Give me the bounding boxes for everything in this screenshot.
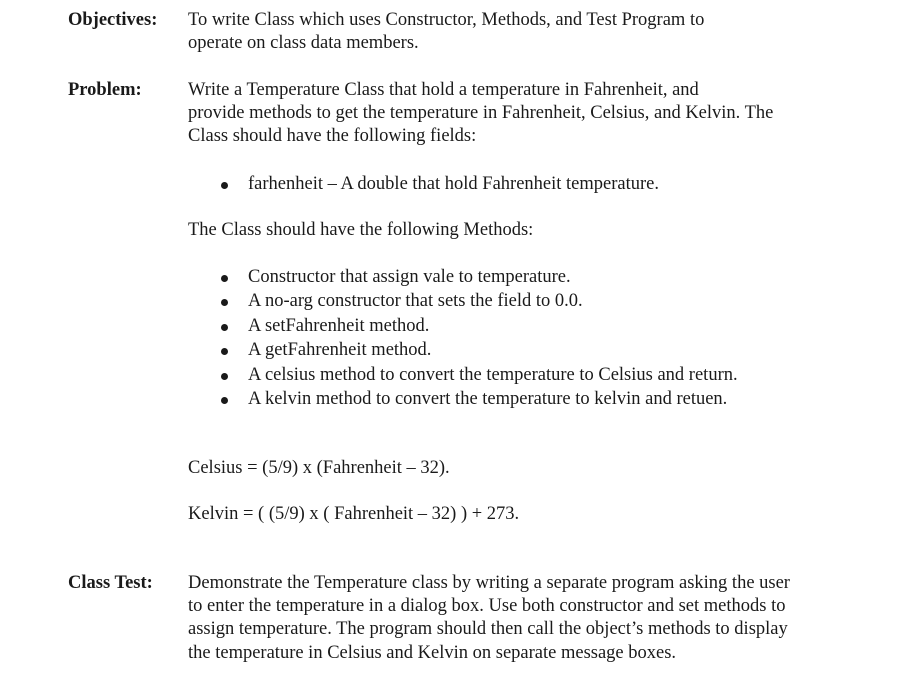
fields-list [188, 172, 659, 196]
list-item: A kelvin method to convert the temperature to kelvin and retuen. [188, 387, 738, 411]
list-item: A getFahrenheit method. [188, 338, 738, 362]
class-test-text: Demonstrate the Temperature class by writing a separate program asking the user to enter the temperature in a dialog box. Use both constructor and set methods to assign temperature. The program should then call the object’s methods to display the temperature in Celsius and Kelvin on separate message boxes. [188, 573, 790, 663]
list-item: A celsius method to convert the temperature to Celsius and return. [188, 363, 738, 387]
methods-list [188, 265, 738, 411]
problem-text: Write a Temperature Class that hold a temperature in Fahrenheit, and provide methods to get the temperature in Fahrenheit, Celsius, and Kelvin. The Class should have the following fields: [188, 80, 774, 147]
objectives-text: To write Class which uses Constructor, Methods, and Test Program to operate on class data members. [188, 10, 705, 54]
kelvin-formula: Kelvin = ( (5/9) x ( Fahrenheit – 32) ) + 273. [188, 504, 520, 524]
celsius-formula: Celsius = (5/9) x (Fahrenheit – 32). [188, 458, 450, 478]
objectives-label: Objectives: [68, 10, 158, 30]
methods-intro: The Class should have the following Methods: [188, 220, 534, 240]
list-item: A setFahrenheit method. [188, 314, 738, 338]
list-item: A no-arg constructor that sets the field to 0.0. [188, 289, 738, 313]
list-item: farhenheit – A double that hold Fahrenheit temperature. [188, 172, 659, 196]
problem-label: Problem: [68, 80, 142, 100]
list-item: Constructor that assign vale to temperature. [188, 265, 738, 289]
class-test-label: Class Test: [68, 573, 153, 593]
